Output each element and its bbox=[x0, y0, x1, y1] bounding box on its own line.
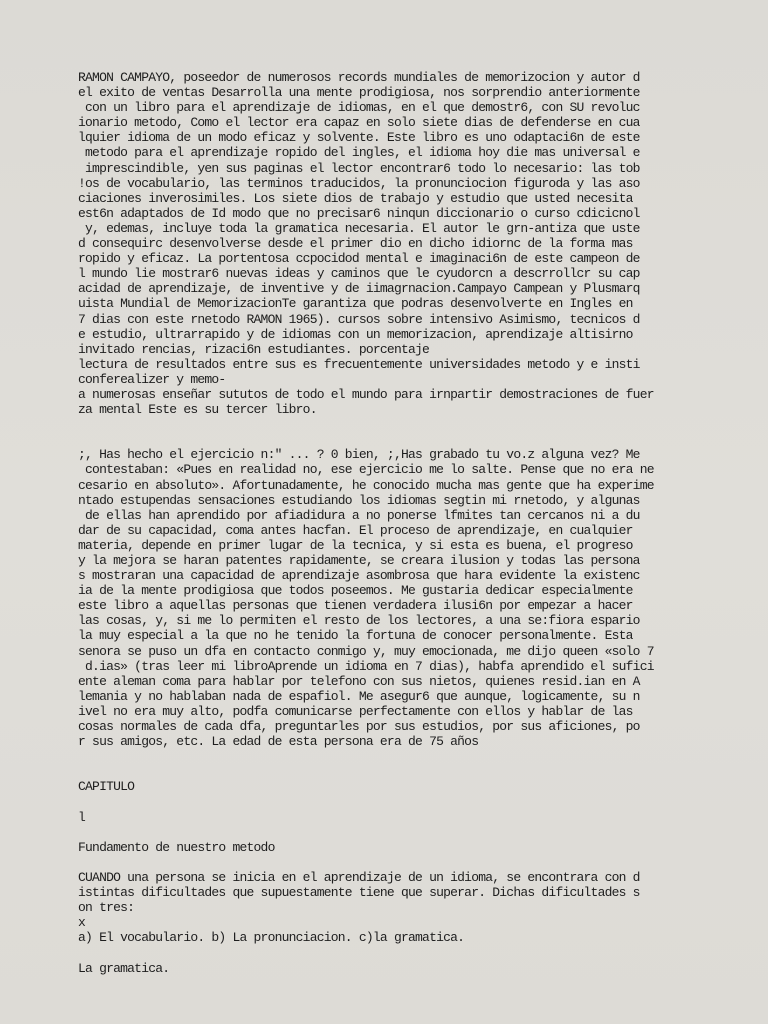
text-line: cosas normales de cada dfa, preguntarles por sus estudios, por sus aficiones, po bbox=[78, 719, 640, 735]
text-line: acidad de aprendizaje, de inventive y de iimagrnacion.Campayo Campean y Plusmarq bbox=[78, 281, 640, 297]
text-line: las cosas, y, si me lo permiten el resto de los lectores, a una se:fiora espario bbox=[78, 613, 640, 629]
text-line: metodo para el aprendizaje ropido del ingles, el idioma hoy die mas universal e bbox=[78, 145, 640, 161]
text-line bbox=[78, 795, 718, 810]
text-line: a) El vocabulario. b) La pronunciacion. c)la gramatica. bbox=[78, 930, 465, 946]
text-line: e estudio, ultrarrapido y de idiomas con un memorizacion, aprendizaje altisirno bbox=[78, 326, 633, 342]
text-line: el exito de ventas Desarrolla una mente prodigiosa, nos sorprendio anteriormente bbox=[78, 85, 640, 101]
text-line: CAPITULO bbox=[78, 779, 135, 795]
text-line bbox=[78, 855, 718, 870]
text-line: l bbox=[78, 809, 86, 825]
text-line: x bbox=[78, 915, 86, 931]
text-line: ente aleman coma para hablar por telefono con sus nietos, quienes resid.ian en A bbox=[78, 673, 640, 689]
text-line: de ellas han aprendido por afiadidura a no ponerse lfmites tan cercanos ni a du bbox=[78, 507, 640, 523]
text-line: y, edemas, incluye toda la gramatica necesaria. El autor le grn-antiza que uste bbox=[78, 220, 640, 236]
text-line bbox=[78, 825, 718, 840]
text-line: est6n adaptados de Id modo que no precisar6 ninqun diccionario o curso cdicicnol bbox=[78, 205, 640, 221]
text-line: dar de su capacidad, coma antes hacfan. El proceso de aprendizaje, en cualquier bbox=[78, 522, 633, 538]
text-line: lemania y no hablaban nada de espafiol. Me asegur6 que aunque, logicamente, su n bbox=[78, 688, 640, 704]
text-line: istintas dificultades que supuestamente tiene que superar. Dichas dificultades s bbox=[78, 885, 640, 901]
text-line: este libro a aquellas personas que tienen verdadera ilusi6n por empezar a hacer bbox=[78, 598, 633, 614]
text-line: la muy especial a la que no he tenido la fortuna de conocer personalmente. Esta bbox=[78, 628, 633, 644]
text-line: on tres: bbox=[78, 900, 135, 916]
text-line: ionario metodo, Como el lector era capaz en solo siete dias de defenderse en cua bbox=[78, 115, 640, 131]
text-line: RAMON CAMPAYO, poseedor de numerosos records mundiales de memorizocion y autor d bbox=[78, 70, 640, 85]
text-line: ropido y eficaz. La portentosa ccpocidod mental e imaginaci6n de este campeon de bbox=[78, 251, 640, 267]
text-line: y la mejora se haran patentes rapidamente, se creara ilusion y todas las persona bbox=[78, 553, 640, 568]
text-line: contestaban: «Pues en realidad no, ese ejercicio me lo salte. Pense que no era ne bbox=[78, 462, 654, 478]
text-line: ivel no era muy alto, podfa comunicarse perfectamente con ellos y hablar de las bbox=[78, 703, 633, 719]
text-line: 7 dias con este rnetodo RAMON 1965). cursos sobre intensivo Asimismo, tecnicos d bbox=[78, 311, 640, 327]
text-line: uista Mundial de MemorizacionTe garantiza que podras desenvolverte en Ingles en bbox=[78, 296, 633, 312]
text-line: za mental Este es su tercer libro. bbox=[78, 402, 317, 418]
text-line: invitado rencias, rizaci6n estudiantes. porcentaje bbox=[78, 341, 430, 357]
text-line: ntado estupendas sensaciones estudiando los idiomas segtin mi rnetodo, y algunas bbox=[78, 492, 640, 508]
text-line: con un libro para el aprendizaje de idiomas, en el que demostr6, con SU revoluc bbox=[78, 100, 640, 116]
text-line: senora se puso un dfa en contacto conmigo y, muy emocionada, me dijo queen «solo 7 bbox=[78, 643, 654, 659]
text-line: ;, Has hecho el ejercicio n:" ... ? 0 bien, ;,Has grabado tu vo.z alguna vez? Me bbox=[78, 447, 640, 463]
text-line bbox=[78, 432, 718, 447]
text-line: l mundo lie mostrar6 nuevas ideas y caminos que le cyudorcn a descrrollcr su cap bbox=[78, 266, 640, 282]
text-line: ciaciones inverosimiles. Los siete dios de trabajo y estudio que usted necesita bbox=[78, 190, 633, 206]
text-line: CUANDO una persona se inicia en el aprendizaje de un idioma, se encontrara con d bbox=[78, 869, 640, 885]
text-line: r sus amigos, etc. La edad de esta persona era de 75 años bbox=[78, 734, 479, 750]
text-line: lectura de resultados entre sus es frecuentemente universidades metodo y e insti bbox=[78, 356, 640, 372]
document-text bbox=[78, 70, 718, 976]
text-line bbox=[78, 945, 718, 960]
text-line: cesario en absoluto». Afortunadamente, he conocido mucha mas gente que ha experime bbox=[78, 477, 654, 493]
text-line: d consequirc desenvolverse desde el primer dio en dicho idiornc de la forma mas bbox=[78, 236, 633, 252]
text-line: La gramatica. bbox=[78, 960, 170, 976]
text-line: lquier idioma de un modo eficaz y solvente. Este libro es uno odaptaci6n de este bbox=[78, 130, 640, 146]
text-line bbox=[78, 417, 718, 432]
text-line: d.ias» (tras leer mi libroAprende un idioma en 7 dias), habfa aprendido el sufici bbox=[78, 658, 654, 674]
text-line bbox=[78, 749, 718, 764]
text-line: s mostraran una capacidad de aprendizaje asombrosa que hara evidente la existenc bbox=[78, 568, 640, 584]
text-line: Fundamento de nuestro metodo bbox=[78, 839, 275, 855]
text-line: !os de vocabulario, las terminos traducidos, la pronunciocion figuroda y las aso bbox=[78, 175, 640, 191]
text-line: a numerosas enseñar sututos de todo el mundo para irnpartir demostraciones de fuer bbox=[78, 386, 654, 402]
text-line: imprescindible, yen sus paginas el lector encontrar6 todo lo necesario: las tob bbox=[78, 160, 640, 176]
text-line: ia de la mente prodigiosa que todos poseemos. Me gustaria dedicar especialmente bbox=[78, 583, 633, 599]
text-line bbox=[78, 764, 718, 779]
text-line: materia, depende en primer lugar de la tecnica, y si esta es buena, el progreso bbox=[78, 537, 633, 553]
text-line: conferealizer y memo- bbox=[78, 371, 226, 387]
